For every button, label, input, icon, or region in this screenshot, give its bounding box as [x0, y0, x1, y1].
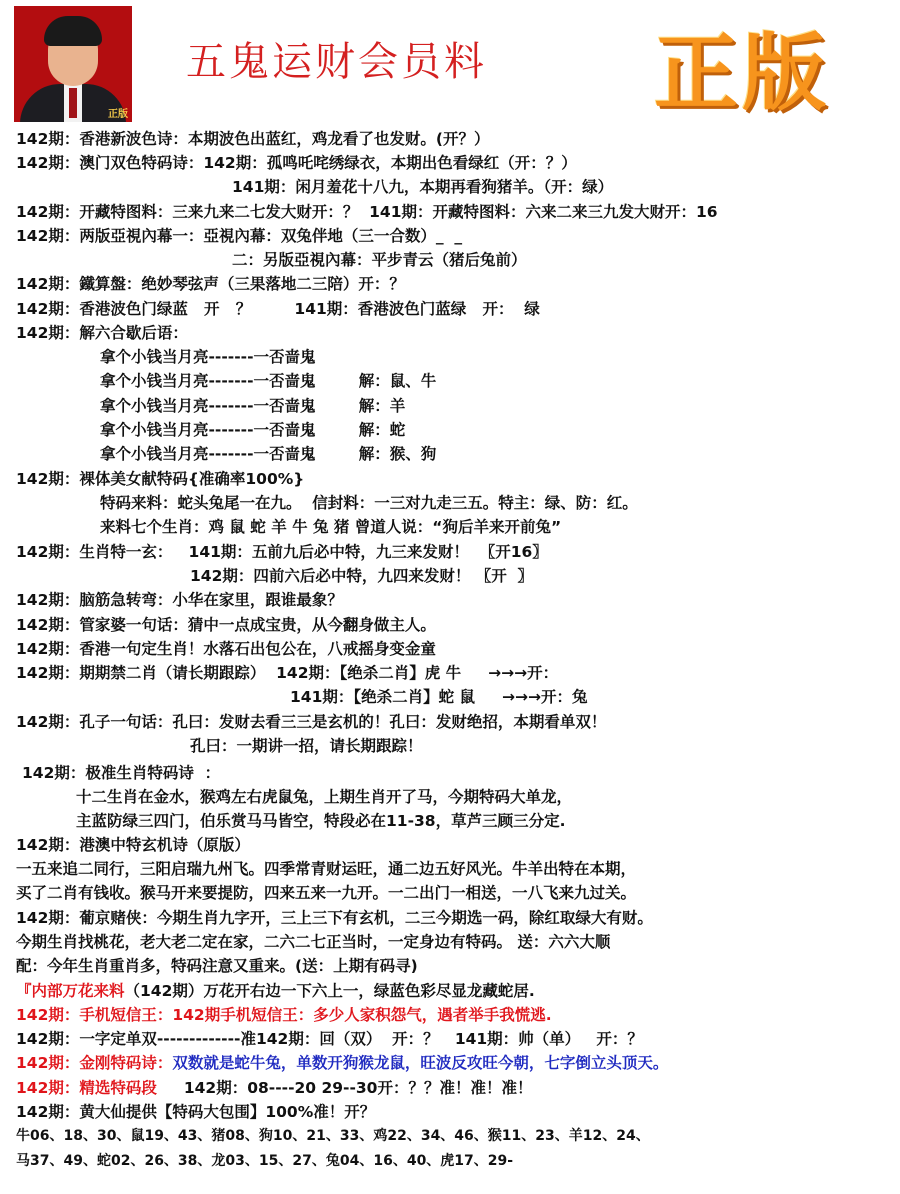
text-line — [16, 1028, 643, 1050]
text-segment: 今期生肖找桃花，老大老二定在家，二六二七正当时，一定身边有特码。 送：六六大顺 — [16, 933, 611, 951]
text-line — [16, 468, 304, 490]
text-segment: 142期：葡京赌侠：今期生肖九字开，三上三下有玄机，二三今期选一码，除红取绿大有财。 — [16, 909, 653, 927]
text-line — [232, 249, 527, 271]
text-line — [16, 589, 343, 611]
text-segment: （142期）万花开右边一下六上一，绿蓝色彩尽显龙藏蛇居. — [124, 982, 535, 1000]
text-segment: 142期：管家婆一句话：猜中一点成宝贵，从今翻身做主人。 — [16, 616, 436, 634]
text-line — [16, 1150, 513, 1172]
text-line — [16, 322, 188, 344]
text-line — [16, 1101, 375, 1123]
text-segment: 牛06、18、30、鼠19、43、猪08、狗10、21、33、鸡22、34、46、猴11、23、羊12、24、 — [16, 1128, 650, 1144]
text-line — [290, 686, 587, 708]
text-segment: 142期：手机短信王：142期手机短信王：多少人家积怨气，遇者举手我慌逃. — [16, 1006, 552, 1024]
text-segment: 二：另版亞視內幕：平步青云（猪后兔前） — [232, 251, 527, 269]
text-segment: 142期：两版亞視內幕一：亞視內幕：双兔伴地（三一合数）_ _ — [16, 227, 463, 245]
text-segment: 马37、49、蛇02、26、38、龙03、15、27、兔04、16、40、虎17、29- — [16, 1153, 514, 1169]
text-segment: 特码来料：蛇头兔尾一在九。 信封料：一三对九走三五。特主：绿、防：红。 — [100, 494, 638, 512]
text-line — [16, 1052, 668, 1074]
text-line — [76, 786, 572, 808]
text-line — [16, 907, 653, 929]
text-segment: 141期：闲月羞花十八九，本期再看狗猪羊。（开：绿） — [232, 178, 614, 196]
text-segment: 142期：极准生肖特码诗 ： — [22, 764, 221, 782]
text-line — [16, 858, 636, 880]
text-line — [16, 882, 636, 904]
text-segment: 142期：香港一句定生肖！水落石出包公在，八戒摇身变金童 — [16, 640, 436, 658]
text-line — [16, 638, 436, 660]
text-segment: 『内部万花来料 — [16, 982, 125, 1000]
text-line — [16, 1077, 532, 1099]
text-line — [100, 419, 405, 441]
text-line — [76, 810, 565, 832]
text-line — [100, 516, 561, 538]
photo-tie — [69, 88, 77, 118]
genuine-badge: 正版 — [654, 24, 831, 122]
text-line — [16, 711, 606, 733]
text-segment: 142期：金刚特码诗： — [16, 1054, 173, 1072]
text-segment: 142期：08----20 29--30开：？？准！准！准！ — [156, 1079, 533, 1097]
text-segment: 142期：开藏特图料：三来九来二七发大财开：？ 141期：开藏特图料：六来二来三九发大财开：16 — [16, 203, 718, 221]
text-line — [22, 762, 220, 784]
text-segment: 十二生肖在金水，猴鸡左右虎鼠兔，上期生肖开了马，今期特码大单龙， — [76, 788, 573, 806]
text-line — [16, 931, 610, 953]
text-segment: 一五来追二同行，三阳启瑞九州飞。四季常青财运旺，通二边五好风光。牛羊出特在本期， — [16, 860, 637, 878]
photo-hair — [44, 16, 102, 46]
text-segment: 141期：【绝杀二肖】蛇 鼠 →→→开：兔 — [290, 688, 588, 706]
text-segment: 142期：鐵算盤：绝妙琴弦声（三果落地二三陪）开：？ — [16, 275, 405, 293]
text-segment: 拿个小钱当月亮-------一否啬鬼 解：鼠、牛 — [100, 372, 437, 390]
text-line — [16, 614, 436, 636]
portrait-photo — [14, 6, 132, 122]
text-line — [100, 443, 436, 465]
text-segment: 主蓝防绿三四门，伯乐赏马马皆空，特段必在11-38，草芦三顾三分定. — [76, 812, 566, 830]
text-segment: 孔曰：一期讲一招，请长期跟踪！ — [190, 737, 423, 755]
text-segment: 142期：精选特码段 — [16, 1079, 157, 1097]
text-line — [100, 370, 436, 392]
text-segment: 142期：孔子一句话：孔曰：发财去看三三是玄机的！孔曰：发财绝招，本期看单双！ — [16, 713, 607, 731]
text-segment: 142期：四前六后必中特，九四来发财！ 〖开 〗 — [190, 567, 534, 585]
text-segment: 拿个小钱当月亮-------一否啬鬼 解：羊 — [100, 397, 406, 415]
text-line — [16, 298, 540, 320]
text-line — [100, 395, 405, 417]
text-line — [190, 735, 423, 757]
text-segment: 142期：澳门双色特码诗：142期：孤鸣吒咤绣绿衣，本期出色看绿红（开：？） — [16, 154, 577, 172]
header — [0, 0, 900, 125]
text-line — [16, 1004, 552, 1026]
text-line — [16, 1125, 650, 1147]
text-line — [16, 980, 535, 1002]
text-line — [100, 492, 638, 514]
page-title: 五鬼运财会员料 — [186, 39, 487, 85]
text-segment: 拿个小钱当月亮-------一否啬鬼 解：蛇 — [100, 421, 406, 439]
text-line — [16, 128, 489, 150]
text-segment: 来料七个生肖：鸡 鼠 蛇 羊 牛 兔 猪 曾道人说：“狗后羊来开前兔” — [100, 518, 562, 536]
text-line — [16, 955, 418, 977]
text-line — [232, 176, 613, 198]
text-line — [100, 346, 316, 368]
text-segment: 拿个小钱当月亮-------一否啬鬼 — [100, 348, 316, 366]
text-segment: 142期：港澳中特玄机诗（原版） — [16, 836, 250, 854]
text-line — [190, 565, 533, 587]
text-segment: 142期：香港波色门绿蓝 开 ？ 141期：香港波色门蓝绿 开： 绿 — [16, 300, 540, 318]
text-segment: 买了二肖有钱收。猴马开来要提防，四来五来一九开。一二出门一相送，一八飞来九过关。 — [16, 884, 637, 902]
text-segment: 142期：生肖特一玄： 141期：五前九后必中特，九三来发财！ 〖开16〗 — [16, 543, 548, 561]
text-segment: 142期：一字定单双-------------准142期：回（双） 开：？ 141期：帅（单） 开：？ — [16, 1030, 643, 1048]
text-segment: 配：今年生肖重肖多，特码注意又重来。(送：上期有码寻) — [16, 957, 418, 975]
text-segment: 142期：脑筋急转弯：小华在家里，跟谁最象？ — [16, 591, 343, 609]
text-line — [16, 662, 558, 684]
text-segment: 拿个小钱当月亮-------一否啬鬼 解：猴、狗 — [100, 445, 437, 463]
text-segment: 142期：香港新波色诗：本期波色出蓝红，鸡龙看了也发财。(开？） — [16, 130, 490, 148]
text-line — [16, 225, 462, 247]
text-segment: 142期：解六合歇后语： — [16, 324, 188, 342]
text-segment: 双数就是蛇牛兔，单数开狗猴龙鼠，旺波反攻旺今朝，七字倒立头顶天。 — [172, 1054, 669, 1072]
text-line — [16, 201, 718, 223]
text-segment: 142期：黄大仙提供【特码大包围】100%准！开？ — [16, 1103, 376, 1121]
photo-stamp: 正版 — [108, 109, 128, 120]
text-segment: 142期：裸体美女献特码{准确率100%} — [16, 470, 305, 488]
text-line — [16, 834, 250, 856]
text-line — [16, 273, 405, 295]
text-line — [16, 541, 548, 563]
text-line — [16, 152, 577, 174]
text-segment: 142期：期期禁二肖（请长期跟踪） 142期：【绝杀二肖】虎 牛 →→→开： — [16, 664, 559, 682]
